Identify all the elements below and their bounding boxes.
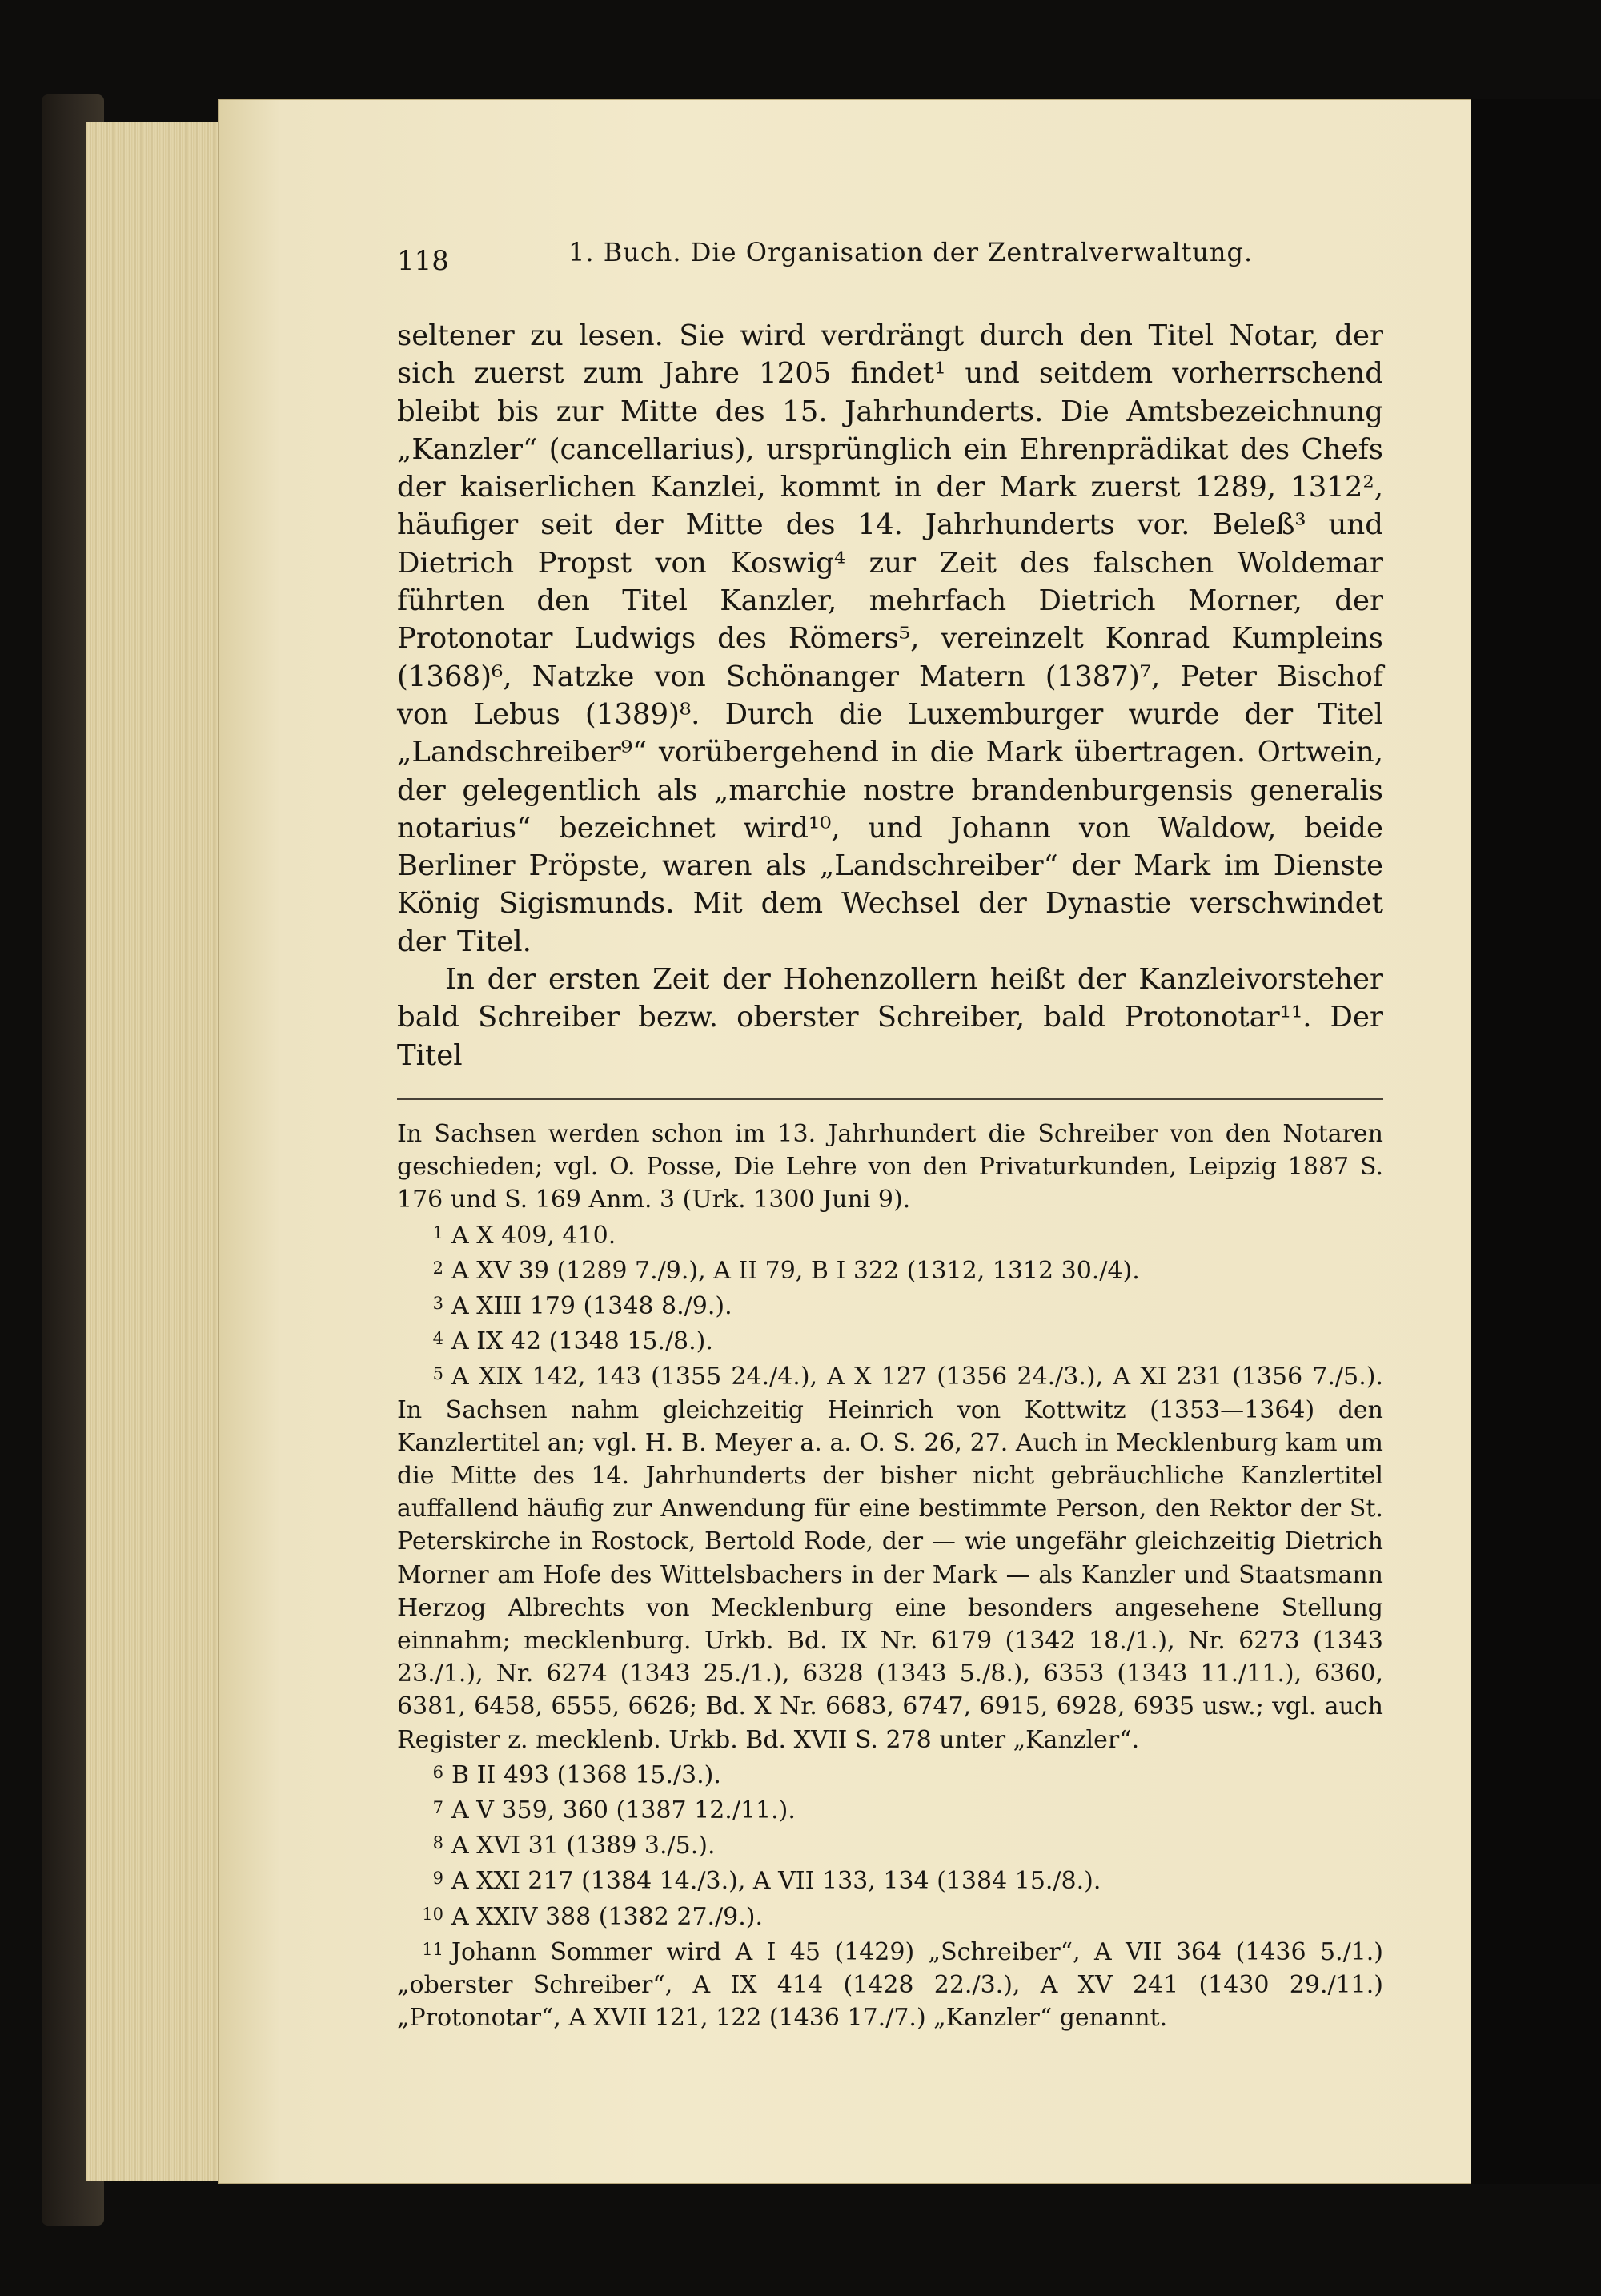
footnote-text: A IX 42 (1348 15./8.). xyxy=(451,1327,713,1356)
body-paragraph-2: In der ersten Zeit der Hohenzollern heißt der Kanzleivorsteher bald Schreiber bezw. oberster Schreiber, bald Protonotar¹¹. Der Titel xyxy=(397,963,1383,1072)
footnote-number: 1 xyxy=(432,1222,443,1242)
main-text xyxy=(397,317,1383,1074)
footnote-text: A V 359, 360 (1387 12./11.). xyxy=(451,1796,796,1824)
footnote-number: 6 xyxy=(432,1762,443,1782)
footnote-separator xyxy=(397,1098,1383,1100)
footnote-text: A XVI 31 (1389 3./5.). xyxy=(451,1832,716,1860)
footnote-number: 8 xyxy=(432,1833,443,1853)
footnote-item xyxy=(397,1358,1383,1756)
footnote-list xyxy=(397,1217,1383,2035)
page-content xyxy=(397,237,1383,2034)
footnote-number: 2 xyxy=(432,1258,443,1278)
footnote-item xyxy=(397,1287,1383,1323)
footnote-text: A XV 39 (1289 7./9.), A II 79, B I 322 (1312, 1312 30./4). xyxy=(451,1256,1140,1285)
footnote-number: 4 xyxy=(432,1329,443,1349)
footnote-item xyxy=(397,1252,1383,1287)
footnote-item xyxy=(397,1862,1383,1897)
footnote-item xyxy=(397,1217,1383,1252)
footnote-item xyxy=(397,1323,1383,1358)
footnote-number: 3 xyxy=(432,1293,443,1313)
footnote-item xyxy=(397,1792,1383,1827)
footnote-text: Johann Sommer wird A I 45 (1429) „Schreiber“, A VII 364 (1436 5./1.) „oberster Schreiber“, A IX 414 (1428 22./3.), A XV 241 (1430 29./11.) „Protonotar“, A XVII 121, 122 (1436 17./7.) „Kanzler“ genannt. xyxy=(397,1937,1383,2033)
footnote-number: 11 xyxy=(422,1939,443,1959)
footnote-text: A X 409, 410. xyxy=(451,1221,616,1250)
footnote-text: A XXI 217 (1384 14./3.), A VII 133, 134 (1384 15./8.). xyxy=(451,1867,1101,1896)
page-number: 118 xyxy=(397,245,449,277)
footnotes xyxy=(397,1118,1383,2034)
footnote-text: A XIII 179 (1348 8./9.). xyxy=(451,1291,732,1320)
footnote-number: 10 xyxy=(422,1904,443,1924)
page-header xyxy=(397,237,1383,287)
footnote-text: A XXIV 388 (1382 27./9.). xyxy=(451,1902,764,1931)
footnote-text: B II 493 (1368 15./3.). xyxy=(451,1760,721,1789)
footnote-number: 5 xyxy=(432,1364,443,1384)
footnote-item xyxy=(397,1898,1383,1933)
body-paragraph-1: seltener zu lesen. Sie wird verdrängt durch den Titel Notar, der sich zuerst zum Jahre 1205 findet¹ und seitdem vorherrschend bleibt bis zur Mitte des 15. Jahrhunderts. Die Amtsbezeichnung „Kanzler“ (cancellarius), ursprünglich ein Ehrenprädikat des Chefs der kaiserlichen Kanzlei, kommt in der Mark zuerst 1289, 1312², häufiger seit der Mitte des 14. Jahrhunderts vor. Beleß³ und Dietrich Propst von Koswig⁴ zur Zeit des falschen Woldemar führten den Titel Kanzler, mehrfach Dietrich Morner, der Protonotar Ludwigs des Römers⁵, vereinzelt Konrad Kumpleins (1368)⁶, Natzke von Schönanger Matern (1387)⁷, Peter Bischof von Lebus (1389)⁸. Durch die Luxemburger wurde der Titel „Landschreiber⁹“ vorübergehend in die Mark übertragen. Ortwein, der gelegentlich als „marchie nostre brandenburgensis generalis notarius“ bezeichnet wird¹⁰, und Johann von Waldow, beide Berliner Pröpste, waren als „Landschreiber“ der Mark im Dienste König Sigismunds. Mit dem Wechsel der Dynastie verschwindet der Titel. xyxy=(397,319,1383,958)
running-head: 1. Buch. Die Organisation der Zentralverwaltung. xyxy=(568,237,1254,267)
footnote-item xyxy=(397,1827,1383,1862)
footnote-item xyxy=(397,1933,1383,2035)
scan-background xyxy=(1471,99,1601,2184)
footnote-text: A XIX 142, 143 (1355 24./4.), A X 127 (1356 24./3.), A XI 231 (1356 7./5.). In Sachsen nahm gleichzeitig Heinrich von Kottwitz (1353—1364) den Kanzlertitel an; vgl. H. B. Meyer a. a. O. S. 26, 27. Auch in Mecklenburg kam um die Mitte des 14. Jahrhunderts der bisher nicht gebräuchliche Kanzlertitel auffallend häufig zur Anwendung für eine bestimmte Person, den Rektor der St. Peterskirche in Rostock, Bertold Rode, der — wie ungefähr gleichzeitig Dietrich Morner am Hofe des Wittelsbachers in der Mark — als Kanzler und Staatsmann Herzog Albrechts von Mecklenburg eine besonders angesehene Stellung einnahm; mecklenburg. Urkb. Bd. IX Nr. 6179 (1342 18./1.), Nr. 6273 (1343 23./1.), Nr. 6274 (1343 25./1.), 6328 (1343 5./8.), 6353 (1343 11./11.), 6360, 6381, 6458, 6555, 6626; Bd. X Nr. 6683, 6747, 6915, 6928, 6935 usw.; vgl. auch Register z. mecklenb. Urkb. Bd. XVII S. 278 unter „Kanzler“. xyxy=(397,1363,1383,1754)
footnote-number: 9 xyxy=(432,1869,443,1889)
footnote-item xyxy=(397,1756,1383,1792)
footnote-intro: In Sachsen werden schon im 13. Jahrhundert die Schreiber von den Notaren geschieden; vgl. O. Posse, Die Lehre von den Privaturkunden, Leipzig 1887 S. 176 und S. 169 Anm. 3 (Urk. 1300 Juni 9). xyxy=(397,1119,1383,1214)
footnote-number: 7 xyxy=(432,1798,443,1817)
